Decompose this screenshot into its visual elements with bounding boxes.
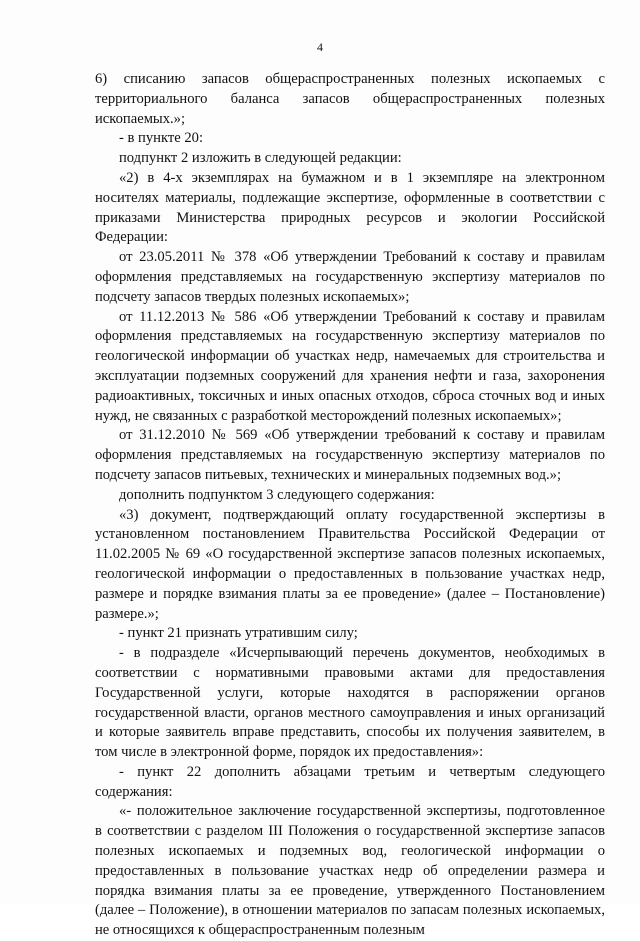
paragraph: - пункт 22 дополнить абзацами третьим и четвертым следующего содержания: <box>95 763 605 800</box>
paragraph: - в пункте 20: <box>119 130 204 147</box>
paragraph: - в подразделе «Исчерпывающий перечень документов, необходимых в соответствии с нормативными правовыми актами для предоставления Государственной услуги, которые находятся в распоряжении органов государственной власти, органов местного самоуправления и иных организаций и которые заявитель вправе представить, способы их получения заявителем, в том числе в электронной форме, порядок их предоставления»: <box>95 645 605 761</box>
paragraph: от 11.12.2013 № 586 «Об утверждении Требований к составу и правилам оформления представляемых на государственную экспертизу материалов по геологической информации об участках недр, намечаемых для строительства и эксплуатации подземных сооружений для хранения нефти и газа, захоронения радиоактивных, токсичных и иных опасных отходов, сброса сточных вод и иных нужд, не связанных с разработкой месторождений полезных ископаемых»; <box>95 308 605 424</box>
page-number: 4 <box>317 40 323 54</box>
paragraph: «3) документ, подтверждающий оплату государственной экспертизы в установленном постановлением Правительства Российской Федерации от 11.02.2005 № 69 «О государственной экспертизе запасов полезных ископаемых, геологической информации о предоставленных в пользование участках недр, размере и порядке взимания платы за ее проведение» (далее – Постановление) размере.»; <box>95 506 605 622</box>
paragraph: от 23.05.2011 № 378 «Об утверждении Требований к составу и правилам оформления представляемых на государственную экспертизу материалов по подсчету запасов твердых полезных ископаемых»; <box>95 249 605 305</box>
document-body <box>95 70 605 941</box>
paragraph: подпункт 2 изложить в следующей редакции: <box>119 150 402 167</box>
paragraph: «- положительное заключение государственной экспертизы, подготовленное в соответствии с разделом III Положения о государственной экспертизе запасов полезных ископаемых и подземных вод, геологической информации о предоставленных в пользование участках недр об определении размера и порядка взимания платы за ее проведение, утвержденного Постановлением (далее – Положение), в отношении материалов по запасам полезных ископаемых, не относящихся к общераспространенным полезным <box>95 803 605 939</box>
paragraph: «2) в 4-х экземплярах на бумажном и в 1 экземпляре на электронном носителях материалы, подлежащие экспертизе, оформленные в соответствии с приказами Министерства природных ресурсов и экологии Российской Федерации: <box>95 169 605 246</box>
paragraph: 6) списанию запасов общераспространенных полезных ископаемых с территориального баланса запасов общераспространенных полезных ископаемых.»; <box>95 71 605 127</box>
paragraph: - пункт 21 признать утратившим силу; <box>119 625 358 642</box>
paragraph: дополнить подпунктом 3 следующего содержания: <box>119 486 435 503</box>
paragraph: от 31.12.2010 № 569 «Об утверждении требований к составу и правилам оформления представляемых на государственную экспертизу материалов по подсчету запасов питьевых, технических и минеральных подземных вод.»; <box>95 427 605 483</box>
